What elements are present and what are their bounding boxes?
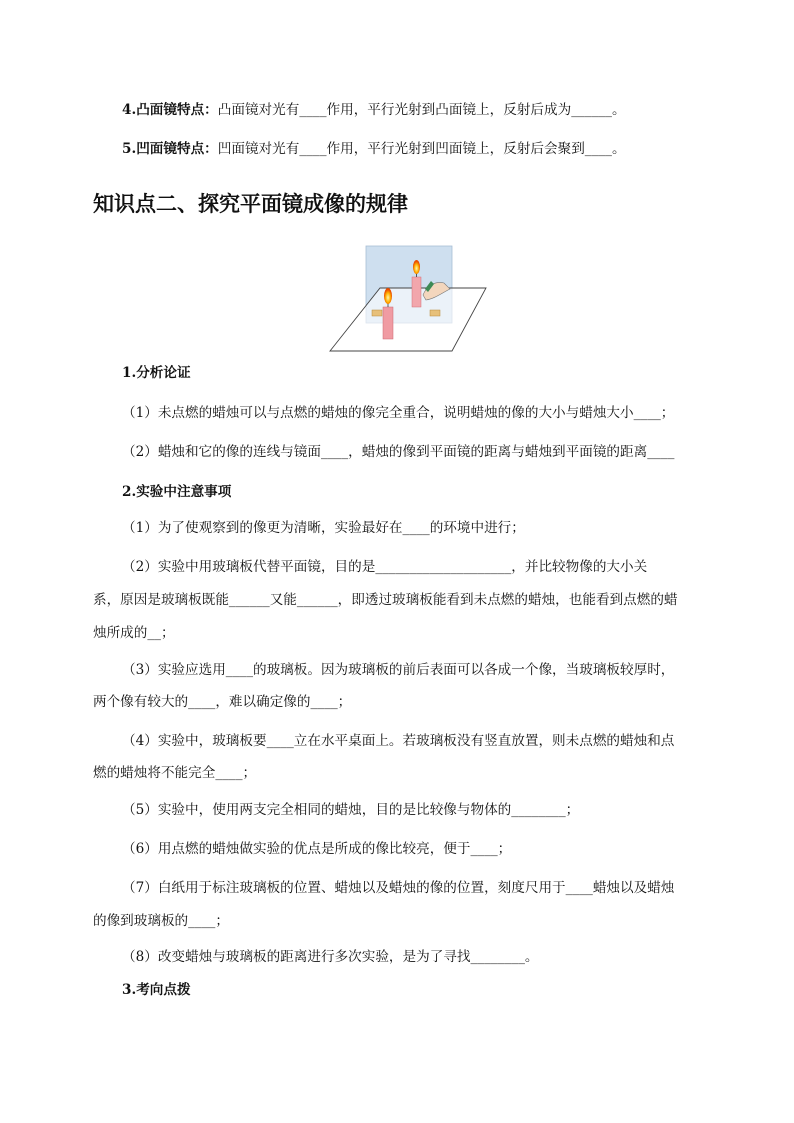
analysis-p2: （2）蜡烛和它的像的连线与镜面____，蜡烛的像到平面镜的距离与蜡烛到平面镜的距离____: [122, 444, 675, 460]
note-1: （1）为了使观察到的像更为清晰，实验最好在____的环境中进行；: [122, 520, 525, 536]
candle-plane-mirror-experiment-icon: [328, 243, 488, 355]
section2-title: 知识点二、探究平面镜成像的规律: [93, 192, 408, 216]
analysis-heading: 1.分析论证: [122, 365, 191, 381]
note-6: （6）用点燃的蜡烛做实验的优点是所成的像比较亮，便于____；: [122, 841, 512, 857]
note-2-line3: 烛所成的__；: [93, 625, 175, 641]
section1-item5: [122, 139, 626, 159]
note-5: （5）实验中，使用两支完全相同的蜡烛，目的是比较像与物体的________；: [122, 802, 580, 818]
note-3-line1: （3）实验应选用____的玻璃板。因为玻璃板的前后表面可以各成一个像，当玻璃板较厚时，: [122, 662, 675, 678]
note-4-line1: （4）实验中，玻璃板要____立在水平桌面上。若玻璃板没有竖直放置，则未点燃的蜡烛和点: [122, 733, 675, 749]
note-7-line1: （7）白纸用于标注玻璃板的位置、蜡烛以及蜡烛的像的位置，刻度尺用于____蜡烛以及蜡烛: [122, 880, 675, 896]
item5-text: 凹面镜对光有____作用，平行光射到凹面镜上，反射后会聚到____。: [217, 141, 626, 157]
analysis-p1: （1）未点燃的蜡烛可以与点燃的蜡烛的像完全重合，说明蜡烛的像的大小与蜡烛大小____；: [122, 405, 675, 421]
note-7-line2: 的像到玻璃板的____；: [93, 913, 229, 929]
note-4-line2: 燃的蜡烛将不能完全____；: [93, 765, 257, 781]
note-8: （8）改变蜡烛与玻璃板的距离进行多次实验，是为了寻找________。: [122, 949, 539, 965]
item4-text: 凸面镜对光有____作用，平行光射到凸面镜上，反射后成为______。: [217, 102, 626, 118]
note-2-line2: 系，原因是玻璃板既能______又能______，即透过玻璃板能看到未点燃的蜡烛，也能看到点燃的蜡: [93, 592, 678, 608]
note-3-line2: 两个像有较大的____，难以确定像的____；: [93, 694, 352, 710]
note-2-line1: （2）实验中用玻璃板代替平面镜，目的是____________________，并比较物像的大小关: [122, 559, 648, 575]
notes-heading: 2.实验中注意事项: [122, 484, 232, 500]
item5-label: 5.凹面镜特点：: [122, 141, 218, 157]
tips-heading: 3.考向点拨: [122, 982, 191, 998]
item4-label: 4.凸面镜特点：: [122, 102, 218, 118]
section1-item4: [122, 100, 626, 120]
